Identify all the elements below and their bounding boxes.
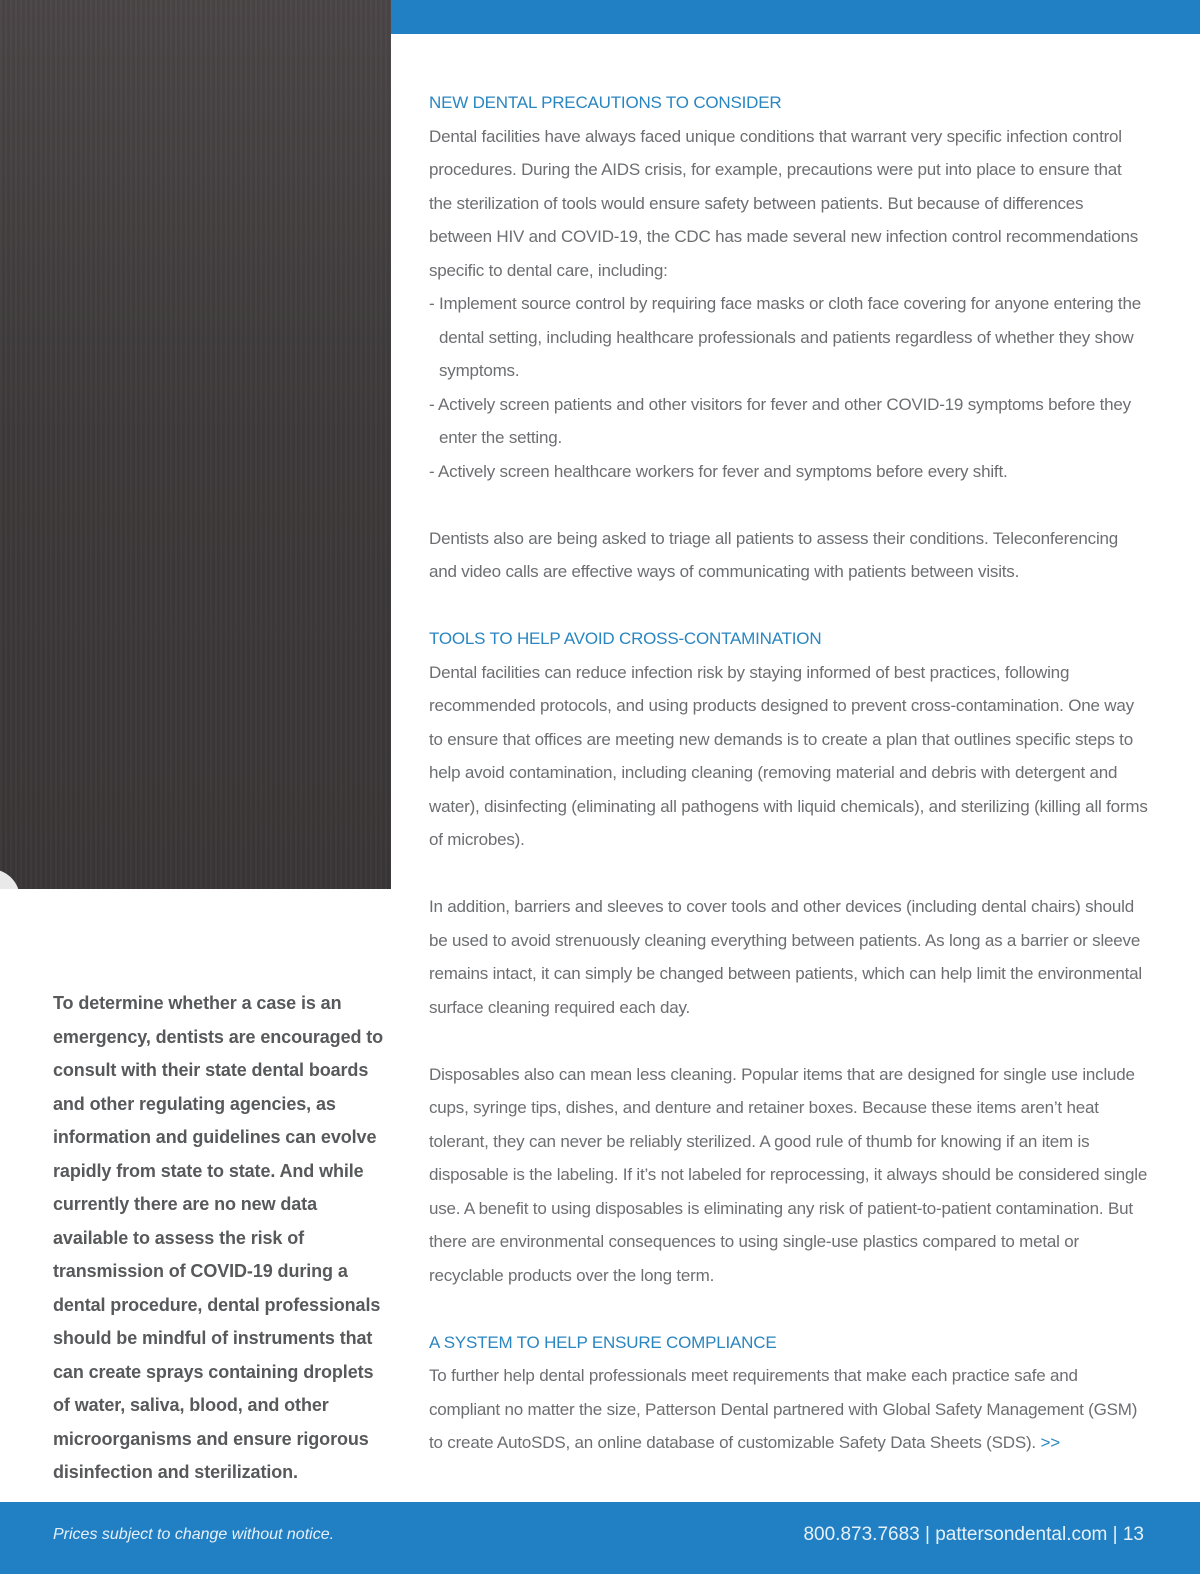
compliance-text: To further help dental professionals meet requirements that make each practice safe and compliant no matter the size, Patterson Dental partnered with Global Safety Management (GSM) to create AutoSDS, an online database of customizable Safety Data Sheets (SDS). — [429, 1366, 1138, 1452]
precaution-bullet: - Actively screen patients and other visitors for fever and other COVID-19 symptoms before they enter the setting. — [429, 394, 1131, 447]
footer-disclaimer: Prices subject to change without notice. — [53, 1526, 335, 1543]
paragraph-gap — [429, 488, 1149, 522]
tools-paragraph: Dental facilities can reduce infection risk by staying informed of best practices, following recommended protocols, and using products designed to prevent cross-contamination. One way to ensure that offices are meeting new demands is to create a plan that outlines specific steps to help avoid contamination, including cleaning (removing material and debris with detergent and water), disinfecting (eliminating all pathogens with liquid chemicals), and sterilizing (killing all forms of microbes). — [429, 662, 1148, 849]
footer-bar — [0, 1502, 1200, 1574]
paragraph-gap — [429, 857, 1149, 891]
precaution-bullet: - Actively screen healthcare workers for fever and symptoms before every shift. — [429, 461, 1008, 481]
top-accent-bar — [391, 0, 1200, 34]
section-heading-precautions: NEW DENTAL PRECAUTIONS TO CONSIDER — [429, 93, 782, 112]
continue-link[interactable]: >> — [1040, 1433, 1060, 1452]
triage-paragraph: Dentists also are being asked to triage all patients to assess their conditions. Teleconferencing and video calls are effective ways of communicating with patients between visits. — [429, 528, 1119, 581]
section-heading-compliance: A SYSTEM TO HELP ENSURE COMPLIANCE — [429, 1332, 777, 1352]
tools-paragraph: Disposables also can mean less cleaning. Popular items that are designed for single use include cups, syringe tips, dishes, and denture and retainer boxes. Because these items aren’t heat tolerant, they can never be reliably sterilized. A good rule of thumb for knowing if an item is disposable is the labeling. If it’s not labeled for reprocessing, it always should be considered single use. A benefit to using disposables is eliminating any risk of patient-to-patient contamination. But there are environmental consequences to using single-use plastics compared to metal or recyclable products over the long term. — [429, 1064, 1148, 1285]
side-pull-quote: To determine whether a case is an emergency, dentists are encouraged to consult with their state dental boards and other regulating agencies, as information and guidelines can evolve rapidly from state to state. And while currently there are no new data available to assess the risk of transmission of COVID-19 during a dental procedure, dental professionals should be mindful of instruments that can create sprays containing droplets of water, saliva, blood, and other microorganisms and ensure rigorous disinfection and sterilization. — [53, 993, 384, 1482]
paragraph-gap — [429, 1024, 1149, 1058]
tools-paragraph: In addition, barriers and sleeves to cover tools and other devices (including dental chairs) should be used to avoid strenuously cleaning everything between patients. As long as a barrier or sleeve remains intact, it can simply be changed between patients, which can help limit the environmental surface cleaning required each day. — [429, 897, 1142, 1017]
paragraph-gap — [429, 1292, 1149, 1326]
photo-corner-shape — [0, 869, 20, 889]
precautions-intro: Dental facilities have always faced unique conditions that warrant very specific infection control procedures. During the AIDS crisis, for example, precautions were put into place to ensure that the sterilization of tools would ensure safety between patients. But because of differences between HIV and COVID-19, the CDC has made several new infection control recommendations specific to dental care, including: — [429, 126, 1139, 280]
paragraph-gap — [429, 589, 1149, 623]
hero-photo — [0, 0, 391, 889]
section-heading-tools: TOOLS TO HELP AVOID CROSS-CONTAMINATION — [429, 629, 822, 648]
precaution-bullet: - Implement source control by requiring face masks or cloth face covering for anyone entering the dental setting, including healthcare professionals and patients regardless of whether they show symptoms. — [429, 294, 1141, 380]
main-article-column — [429, 86, 1149, 1460]
footer-contact-info: 800.873.7683 | pattersondental.com | 13 — [803, 1524, 1144, 1545]
compliance-paragraph — [429, 1359, 1149, 1460]
